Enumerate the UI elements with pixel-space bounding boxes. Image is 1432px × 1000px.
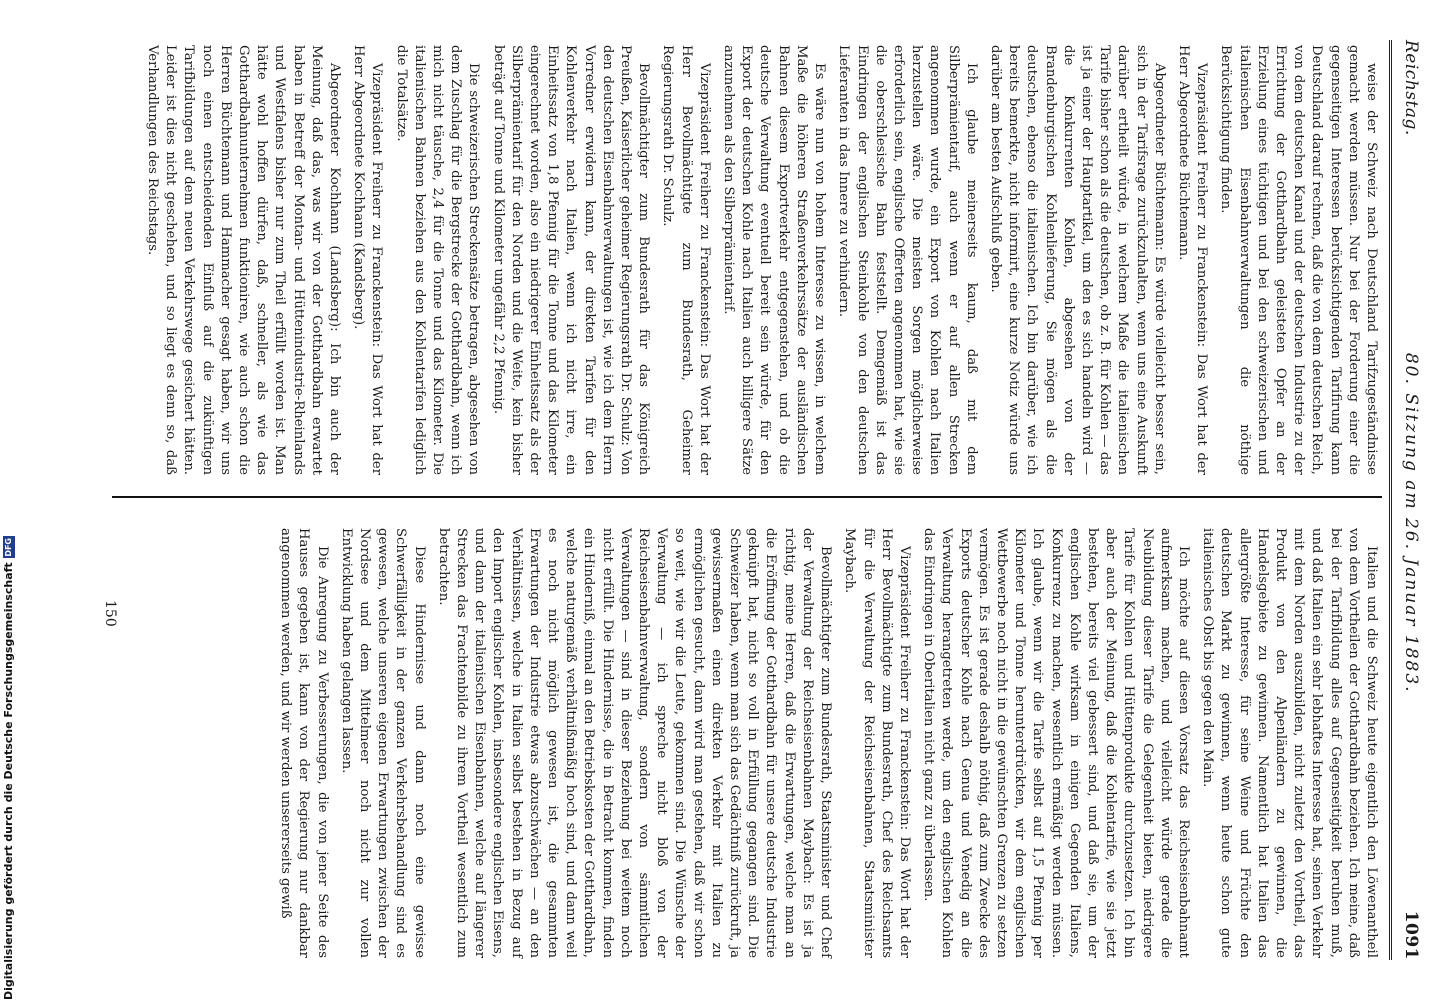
paragraph: Abgeordneter Büchtemann: Es würde vielleicht besser sein, sich in der Tarifsrage zurückzuhalten, wenn uns eine Auskunft darüber ertheilt würde, in welchem Maße die italienischen Tarife bisher schon als die deutschen, ob z. B. für Kohlen — das ist ja einer der Hauptartikel, um den es sich handeln wird — die Konkurrenten Kohlen, abgesehen von der Brandenburgischen Kohlenlieferung, Sie mögen als die deutschen, ebenso die italienischen. Ich bin darüber, wie ich bereits bemerkte, nicht informirt, eine kurze Notiz würde uns darüber am besten Aufschluß geben. <box>987 45 1167 475</box>
paragraph: Vizepräsident Freiherr zu Franckenstein: Das Wort hat der Herr Bevollmächtigte zum Bundesrath, Chef des Reichsamts für die Verwaltung der Reichseisenbahnen, Staatsminister Maybach. <box>842 528 912 958</box>
header-page-number: 1091 <box>1401 910 1421 960</box>
paragraph: Ich glaube meinerseits kaum, daß mit dem Silberprämientarif, auch wenn er auf allen Strecken angenommen wurde, ein Export von Kohlen nach Italien herzustellen wäre. Die meisten Sorgen möglicherweise erforderlich sein, englische Offerten angenommen hat, wie sie die oberschlesische Bahn feststellt. Demgemäß ist das Eindringen der englischen Steinkohle von den deutschen Lieferanten in das Innere zu verhindern. <box>836 45 979 475</box>
paragraph: Abgeordneter Kochhann (Landsberg): Ich bin auch der Meinung, daß das, was wir von der Gotthardbahn erwartet haben in Betreff der Montan- und Hüttenindustrie-Rheinlands und Westfalens bisher nur zum Theil erfüllt worden ist. Man hätte wohl hoffen dürfen, daß, schneller, als wie das Gotthardbahnunternehmen funktioniren, wie auch schon die Herren Büchtemann und Hammacher gesagt haben, wir uns noch einen entscheidenden Einfluß auf die zukünftigen Tarifbildungen auf dem neuen Verkehrswege gesichert hätten. Leider ist dies nicht geschehen, und so liegt es denn so, daß Verhandlungen des Reichstags. <box>145 45 343 475</box>
paragraph: Diese Hindernisse und dann noch eine gewisse Schwerfälligkeit in der ganzen Verkehrsbehandlung sind es gewesen, welche unseren eigenen Erwartungen zwischen der Nordsee und dem Mittelmeer noch nicht zur vollen Entwicklung haben gelangen lassen. <box>338 528 427 958</box>
paragraph: weise der Schweiz nach Deutschland Tarifzugeständnisse gemacht werden müssen. Nur bei der Forderung einer die gegenseitigen Interessen berücksichtigenden Tarifirung kann Deutschland darauf rechnen, daß die von dem deutschen Reich, von dem deutschen Kanal und der deutschen Industrie zu der Errichtung der Gotthardbahn geleisteten Opfer an der Erzielung eines tüchtigen und bei den schweizerischen und italienischen Eisenbahnverwaltungen die nöthige Berücksichtigung finden. <box>1218 45 1379 475</box>
paragraph: Bevollmächtigter zum Bundesrath für das Königreich Preußen, Kaiserlicher geheimer Regierungsrath Dr. Schulz: Von den deutschen Eisenbahnverwaltungen ist, wie ich dem Herrn Vorredner erwidern kann, der direkten Tarifen für den Kohlenverkehr nach Italien, wenn ich nicht irre, ein Einheitssatz von 1,8 Pfennig für die Tonne und das Kilometer eingerechnet worden, also ein niedrigerer Einheitssatz als der Silberprämientarif für den Norden und die Weite, kein bisher beträgt auf Tonne und Kilometer ungefähr 2,2 Pfennig. <box>490 45 652 475</box>
header-center: 80. Sitzung am 26. Januar 1883. <box>1401 352 1421 694</box>
paragraph: Bevollmächtigter zum Bundesrath, Staatsminister und Chef der Verwaltung der Reichseisenbahnen Maybach: Es ist ja richtig, meine Herren, daß die Erwartungen, welche man an die Eröffnung der Gotthardbahn für unsere deutsche Industrie geknüpft hat, nicht so voll in Erfüllung gegangen sind. Die Schweizer haben, wenn man sich das Gedächtniß zurückruft, ja gewissermaßen einen direkten Verkehr mit Italien zu ermöglichen gesucht, dann wird man gestehen, daß wir schon so weit, wie wir die Leute, gekommen sind. Die Wünsche der Verwaltung — ich spreche nicht bloß von der Reichseisenbahnverwaltung, sondern von sämmtlichen Verwaltungen — sind in dieser Beziehung bei weitem noch nicht erfüllt. Die Hindernisse, die in Betracht kommen, finden ein Hinderniß, einmal an den Betriebskosten der Gotthardbahn, welche naturgemäß verhältnißmäßig hoch sind, und dann weil es noch nicht möglich gewesen ist, die gesammten Erwartungen der Industrie etwas abzuschwächen — an den Verhältnissen, welche in Italien selbst bestehen in Bezug auf den Import englischer Kohlen, insbesondere englischen Eisens, und dann der italienischen Eisenbahnen, welche auf längerer Strecken das Frachtenbilde zu ihrem Vortheil wesentlich zum betrachten. <box>435 528 834 958</box>
left-column <box>137 45 1380 475</box>
dfg-credit-text: Digitalisierung gefördert durch die Deutsche Forschungsgemeinschaft <box>2 562 15 1000</box>
paragraph: Vizepräsident Freiherr zu Franckenstein: Das Wort hat der Herr Abgeordnete Büchtemann. <box>1175 45 1210 475</box>
paragraph: Ich möchte auf diesen Vorsatz das Reichseisenbahnamt aufmerksam machen, und vielleicht würde gerade die Neubildung dieser Tarife die Gelegenheit bieten, niedrigere Tarife für Kohlen und Hüttenprodukte durchzusetzen. Ich bin aber auch der Meinung, daß die Kohlentarife, wie sie jetzt bestehen, bereits viel gebessert sind, und daß sie, um der englischen Kohle wirksam in einigen Gegenden Italiens, Konkurrenz zu machen, wesentlich ermäßigt werden müssen. Ich glaube, wenn wir die Tarife selbst auf 1,5 Pfennig per Kilometer und Tonne herunterdrückten, wir dem englischen Wettbewerbe noch nicht in die gewünschten Grenzen zu setzen vermögen. Es ist gerade deshalb nöthig, daß zum Zwecke des Exports deutscher Kohle nach Genua und Venedig an die Verwaltung herangetreten werde, um den englischen Kohlen das Eindringen in Oberitalien nicht ganz zu überlassen. <box>921 528 1191 958</box>
paragraph: Die Anregung zu Verbesserungen, die von jener Seite des Hauses gegeben ist, kann von der Regierung nur dankbar angenommen werden, und wir werden unsererseits gewiß <box>278 528 330 958</box>
right-column <box>270 528 1380 958</box>
footer-page-number: 150 <box>102 600 118 627</box>
paragraph: Vizepräsident Freiherr zu Franckenstein: Das Wort hat der Herr Bevollmächtigte zum Bundesrath, Geheimer Regierungsrath Dr. Schulz. <box>660 45 712 475</box>
header-rule <box>1389 40 1392 960</box>
document-page <box>94 0 1432 1000</box>
paragraph: Es wäre nun von hohem Interesse zu wissen, in welchem Maße die höheren Straßenverkehrssätze der ausländischen Bahnen diesem Exportverkehr entgegenstehen, und ob die deutsche Verwaltung eventuell bereit sein würde, für den Export der deutschen Kohle nach Italien auch billigere Sätze anzunehmen als den Silberprämientarif. <box>721 45 828 475</box>
column-divider <box>112 496 1382 498</box>
dfg-credit <box>2 536 15 1000</box>
paragraph: Die schweizerischen Streckensätze betragen, abgesehen von dem Zuschlag für die Bergstrecke der Gotthardbahn, wenn ich mich nicht täusche, 2,4 für die Tonne und das Kilometer. Die italienischen Bahnen beziehen aus den Kohlentarifen lediglich die Totalsätze. <box>393 45 482 475</box>
paragraph: Italien und die Schweiz heute eigentlich den Löwenantheil von dem Vortheilen der Gotthardbahn beziehen. Ich meine, daß bei der Tarifbildung alles auf Gegenseitigkeit beruhen muß, und daß Italien ein sehr lebhaftes Interesse hat, seinen Verkehr mit dem Norden auszubilden, nicht zuletzt den Vortheil, das Produkt von den Alpenländern zu gewinnen, die Handelsgebiete zu gewinnen. Namentlich hat Italien das allergrößte Interesse, für seine Weine und Früchte den deutschen Markt zu gewinnen, wenn heute schon gute italienisches Obst bis gegen den Main. <box>1200 528 1379 958</box>
dfg-logo-icon: DFG <box>3 538 13 557</box>
header-left: Reichstag. <box>1401 40 1421 136</box>
paragraph: Vizepräsident Freiherr zu Franckenstein: Das Wort hat der Herr Abgeordnete Kochhann (Kandsberg). <box>351 45 385 475</box>
page-header <box>1396 40 1426 960</box>
